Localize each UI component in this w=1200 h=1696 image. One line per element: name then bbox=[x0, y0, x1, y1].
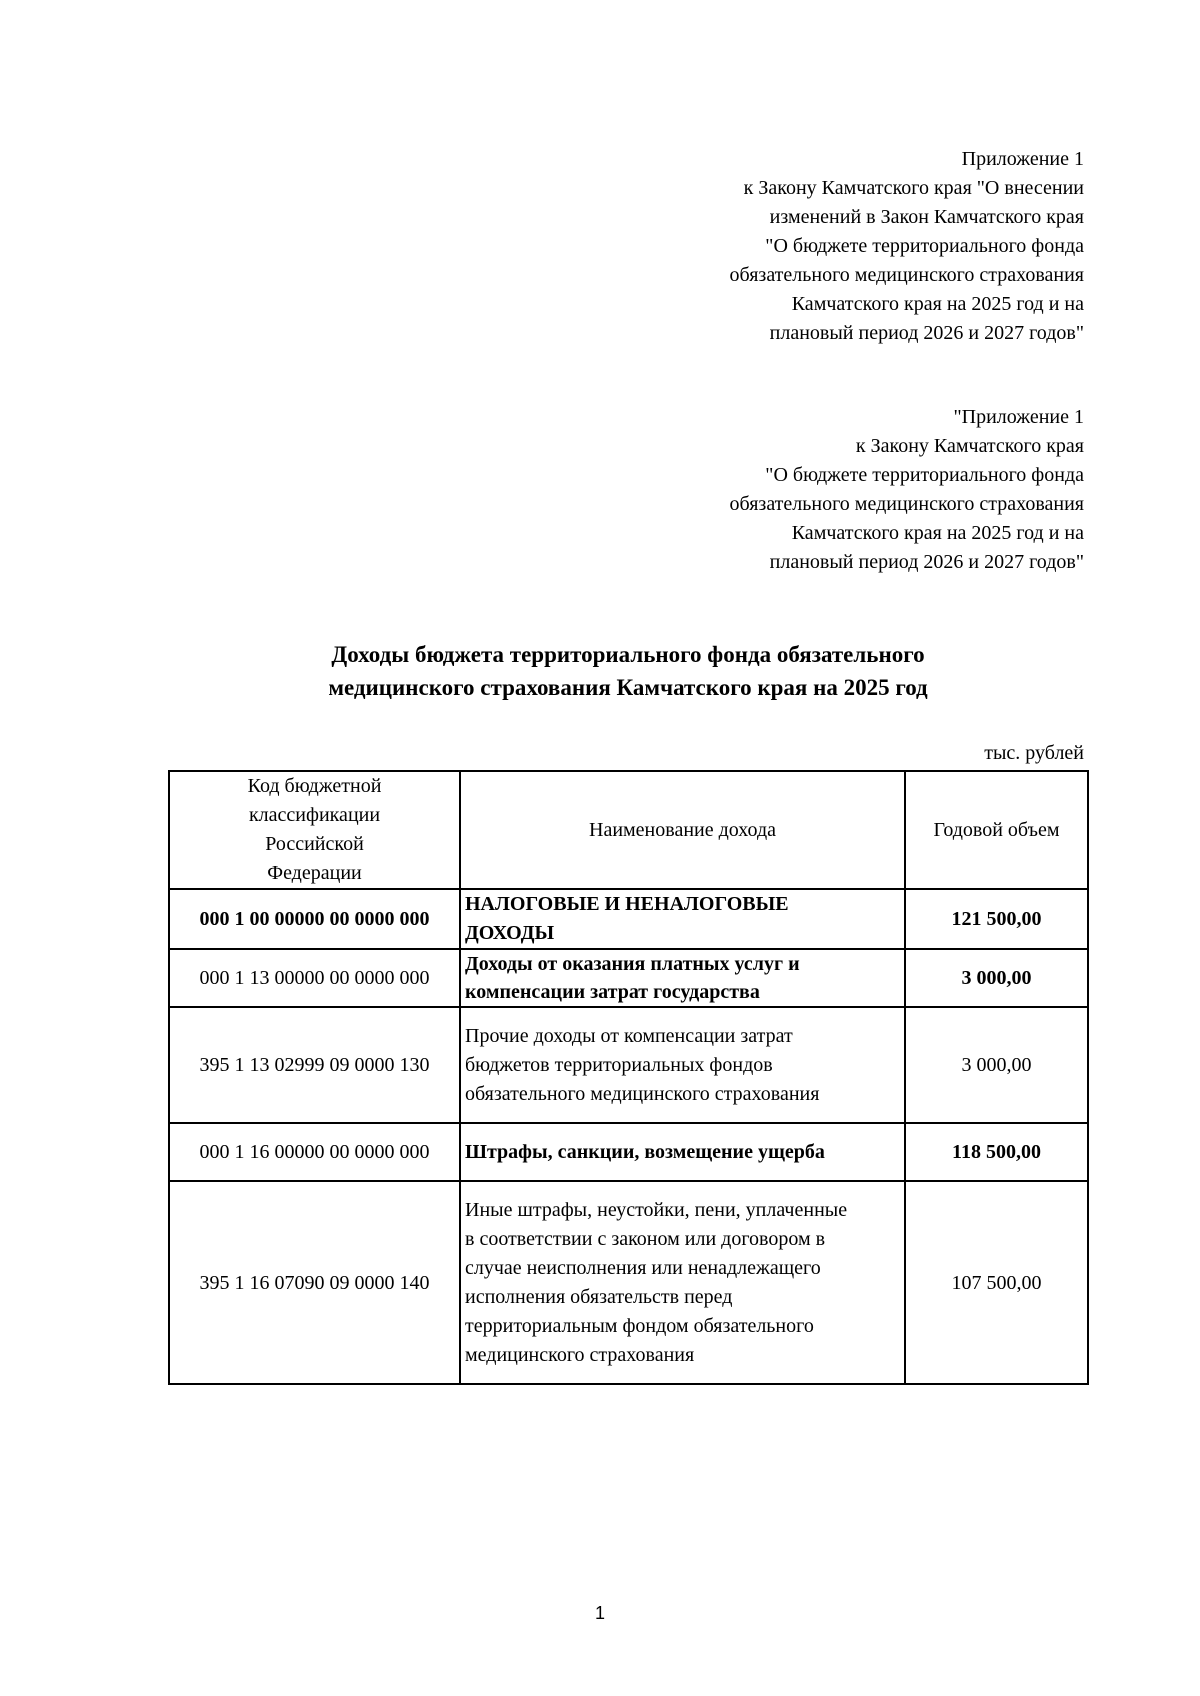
table-row bbox=[169, 1181, 1088, 1384]
annex-header-line: Приложение 1 bbox=[961, 148, 1084, 170]
row-name bbox=[460, 1007, 905, 1123]
header-code-line: Федерации bbox=[267, 862, 362, 884]
annex-quoted-line: Камчатского края на 2025 год и на bbox=[791, 522, 1084, 544]
annex-quoted-line: плановый период 2026 и 2027 годов" bbox=[769, 551, 1084, 573]
header-code bbox=[169, 771, 460, 889]
annex-quoted-line: к Закону Камчатского края bbox=[855, 435, 1084, 457]
income-table bbox=[168, 770, 1089, 1385]
row-name-line: в соответствии с законом или договором в bbox=[465, 1227, 826, 1250]
annex-quoted-line: "Приложение 1 bbox=[953, 406, 1084, 428]
annex-header bbox=[730, 145, 1084, 348]
row-name-line: компенсации затрат государства bbox=[465, 981, 760, 1003]
row-amount: 107 500,00 bbox=[905, 1181, 1088, 1384]
page-number: 1 bbox=[594, 1603, 605, 1623]
row-name-line: медицинского страхования bbox=[465, 1343, 695, 1366]
row-name-line: территориальным фондом обязательного bbox=[465, 1314, 814, 1337]
row-amount: 118 500,00 bbox=[905, 1123, 1088, 1181]
row-amount: 3 000,00 bbox=[905, 949, 1088, 1007]
row-code: 000 1 16 00000 00 0000 000 bbox=[169, 1123, 460, 1181]
annex-quoted-line: обязательного медицинского страхования bbox=[729, 493, 1084, 515]
row-code: 000 1 00 00000 00 0000 000 bbox=[169, 889, 460, 949]
annex-header-line: к Закону Камчатского края "О внесении bbox=[743, 177, 1084, 199]
row-name bbox=[460, 1181, 905, 1384]
annex-header-line: плановый период 2026 и 2027 годов" bbox=[769, 322, 1084, 344]
row-name bbox=[460, 1123, 905, 1181]
row-amount: 121 500,00 bbox=[905, 889, 1088, 949]
row-amount: 3 000,00 bbox=[905, 1007, 1088, 1123]
row-code: 395 1 13 02999 09 0000 130 bbox=[169, 1007, 460, 1123]
row-name bbox=[460, 889, 905, 949]
header-code-line: Российской bbox=[265, 833, 364, 855]
table-header-row bbox=[169, 771, 1088, 889]
row-name-line: исполнения обязательств перед bbox=[465, 1285, 733, 1308]
row-name-line: НАЛОГОВЫЕ И НЕНАЛОГОВЫЕ bbox=[465, 893, 789, 915]
header-amount: Годовой объем bbox=[905, 771, 1088, 889]
table-row bbox=[169, 1123, 1088, 1181]
row-name-line: Доходы от оказания платных услуг и bbox=[465, 953, 800, 975]
header-code-line: классификации bbox=[248, 804, 381, 826]
row-name-line: ДОХОДЫ bbox=[465, 922, 555, 944]
row-name-line: случае неисполнения или ненадлежащего bbox=[465, 1256, 821, 1279]
annex-header-line: обязательного медицинского страхования bbox=[729, 264, 1084, 286]
row-name-line: обязательного медицинского страхования bbox=[465, 1082, 820, 1105]
document-title-line: медицинского страхования Камчатского края на 2025 год bbox=[328, 675, 928, 700]
annex-header-line: "О бюджете территориального фонда bbox=[765, 235, 1084, 257]
row-name bbox=[460, 949, 905, 1007]
table-row bbox=[169, 949, 1088, 1007]
header-name: Наименование дохода bbox=[460, 771, 905, 889]
document-title-line: Доходы бюджета территориального фонда обязательного bbox=[331, 642, 925, 667]
table-row bbox=[169, 1007, 1088, 1123]
annex-header-line: Камчатского края на 2025 год и на bbox=[791, 293, 1084, 315]
row-name-line: Иные штрафы, неустойки, пени, уплаченные bbox=[465, 1198, 848, 1221]
annex-header-line: изменений в Закон Камчатского края bbox=[769, 206, 1084, 228]
row-name-line: бюджетов территориальных фондов bbox=[465, 1053, 773, 1076]
row-code: 395 1 16 07090 09 0000 140 bbox=[169, 1181, 460, 1384]
units-label: тыс. рублей bbox=[984, 742, 1084, 764]
document-title bbox=[168, 638, 1088, 704]
row-name-line: Прочие доходы от компенсации затрат bbox=[465, 1024, 793, 1047]
header-code-line: Код бюджетной bbox=[247, 775, 382, 797]
annex-quoted bbox=[730, 403, 1084, 577]
annex-quoted-line: "О бюджете территориального фонда bbox=[765, 464, 1084, 486]
row-code: 000 1 13 00000 00 0000 000 bbox=[169, 949, 460, 1007]
table-row bbox=[169, 889, 1088, 949]
row-name-line: Штрафы, санкции, возмещение ущерба bbox=[465, 1141, 825, 1163]
